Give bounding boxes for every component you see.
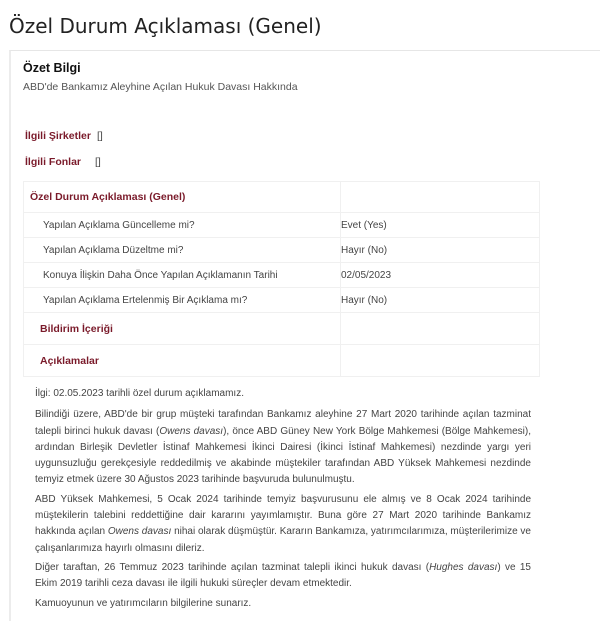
disclosure-panel [9, 50, 600, 621]
section-explanations-row [24, 345, 540, 377]
table-row [24, 238, 540, 263]
table-row [24, 288, 540, 313]
related-companies-value: [] [96, 130, 103, 142]
table-row [24, 213, 540, 238]
related-companies[interactable] [25, 130, 103, 142]
row-value: 02/05/2023 [341, 263, 540, 288]
related-funds-value: [] [95, 156, 101, 168]
closing-paragraph: Kamuoyunun ve yatırımcıların bilgilerine sunarız. [35, 597, 252, 609]
reference-paragraph: İlgi: 02.05.2023 tarihli özel durum açıklamamız. [35, 388, 244, 399]
explanation-body [35, 386, 531, 615]
table-row [24, 263, 540, 288]
row-value: Evet (Yes) [341, 213, 540, 238]
summary-title: Özet Bilgi [23, 61, 81, 75]
related-funds[interactable] [25, 156, 101, 168]
table-header: Özel Durum Açıklaması (Genel) [24, 182, 341, 213]
section-content-heading: Bildirim İçeriği [24, 313, 341, 345]
section-explanations-heading: Açıklamalar [24, 345, 341, 377]
paragraph: ABD Yüksek Mahkemesi, 5 Ocak 2024 tarihinde temyiz başvurusunu ele almış ve 8 Ocak 2024 tarihinde müştekilerin talebini reddettiğine dair kararını yayımlamıştır. Buna göre 27 Mart 2020 tarihinde Bankamız hakkında açılan Owens davası nihai olarak düşmüştür. Kararın Bankamıza, yatırımcılarımıza, müşterilerimize ve çalışanlarımıza hayırlı olmasını dileriz. [35, 493, 531, 554]
row-label: Yapılan Açıklama Ertelenmiş Bir Açıklama mı? [24, 288, 341, 313]
paragraph: Diğer taraftan, 26 Temmuz 2023 tarihinde açılan tazminat talepli ikinci hukuk davası (Hughes davası) ve 15 Ekim 2019 tarihli ceza davası ile ilgili hukuki süreçler devam etmektedir. [35, 561, 531, 590]
related-companies-label[interactable]: İlgili Şirketler [25, 130, 91, 142]
related-funds-label[interactable]: İlgili Fonlar [25, 156, 82, 168]
row-value: Hayır (No) [341, 238, 540, 263]
row-value: Hayır (No) [341, 288, 540, 313]
row-label: Yapılan Açıklama Güncelleme mi? [24, 213, 341, 238]
row-label: Konuya İlişkin Daha Önce Yapılan Açıklamanın Tarihi [24, 263, 341, 288]
summary-subtitle: ABD'de Bankamız Aleyhine Açılan Hukuk Davası Hakkında [23, 81, 298, 93]
table-header-row [24, 182, 540, 213]
page-title: Özel Durum Açıklaması (Genel) [9, 14, 322, 38]
disclosure-table [23, 181, 540, 377]
row-label: Yapılan Açıklama Düzeltme mi? [24, 238, 341, 263]
section-content-row [24, 313, 540, 345]
paragraph: Bilindiği üzere, ABD'de bir grup müşteki tarafından Bankamız aleyhine 27 Mart 2020 tarihinde açılan tazminat talepli birinci hukuk davası (Owens davası), önce ABD Güney New York Bölge Mahkemesi (Bölge Mahkemesi), ardından Birleşik Devletler İstinaf Mahkemesi İkinci Dairesi (İkinci İstinaf Mahkemesi) nezdinde yargı yeri uygunsuzluğu gerekçesiyle reddedilmiş ve akabinde müştekiler tarafından ABD Yüksek Mahkemesi nezdinde temyiz etmek üzere 30 Ağustos 2023 tarihinde başvuruda bulunulmuştu. [35, 409, 531, 486]
